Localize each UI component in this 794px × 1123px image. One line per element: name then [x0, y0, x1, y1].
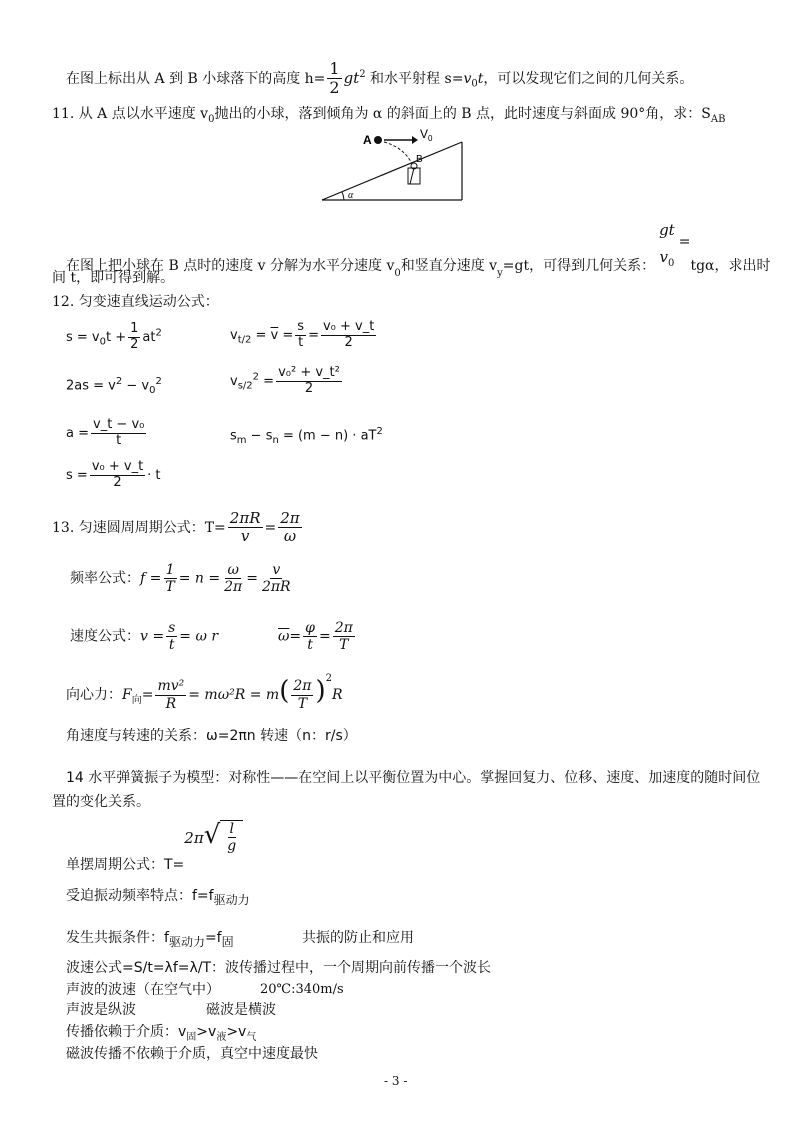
decompose-line: 在图上把小球在 B 点时的速度 v 分解为水平分速度 $v_0$和竖直分速度 $v_y=gt$，可得到几何关系： gt $v_0$ =tgα，求出时 [66, 221, 771, 279]
resonance-condition: 发生共振条件：$f_{驱动力}=f_固$ [66, 930, 234, 949]
label-alpha: α [348, 190, 354, 201]
label-v: V [420, 127, 429, 141]
formula-mid-position-velocity: $v_{s/2}^2$ = $\frac{\text{v₀² + v\_t²}}{2}$ [230, 365, 340, 396]
item-14-line2: 置的变化关系。 [52, 794, 150, 810]
item-14-line1: 14 水平弹簧振子为模型：对称性——在空间上以平衡位置为中心。掌握回复力、位移、速度、加速度的随时间位 [66, 770, 761, 786]
resonance-application: 共振的防止和应用 [302, 930, 414, 946]
height-range-line: 在图上标出从 A 到 B 小球落下的高度 h= $\frac{1}{2}$ $gt^2$ 和水平射程 $s=v_0t$，可以发现它们之间的几何关系。 [66, 59, 694, 98]
velocity-decomposition-box [408, 168, 420, 184]
line1-pre: 在图上标出从 A 到 B 小球落下的高度 h= [66, 70, 326, 87]
half-fraction: $\frac{1}{2}$ [329, 59, 340, 98]
decompose-line-2: 间 t，即可得到解。 [52, 270, 175, 286]
speed-formula: 速度公式：v = $\frac{s}{t}$ = ω r [70, 620, 219, 654]
formula-mid-time-velocity: $v_{t/2} = \overline{v}$ = $\frac{s}{t}$ = $\frac{\text{v₀ + v\_t}}{2}$ [230, 319, 375, 350]
page-number: - 3 - [384, 1074, 408, 1088]
incline-slope [322, 142, 462, 200]
label-v-sub: 0 [428, 134, 433, 143]
sound-speed-value: 20℃:340m/s [260, 982, 344, 997]
gt-over-v0: gt $v_0$ [659, 221, 675, 270]
em-transverse: 磁波是横波 [206, 1002, 276, 1018]
em-wave-propagation: 磁波传播不依赖于介质，真空中速度最快 [66, 1046, 318, 1062]
formula-acceleration: a = $\frac{\text{v\_t − v₀}}{t}$ [66, 417, 145, 448]
formula-velocity-squared: $2as = v^2 - v_0^2$ [66, 376, 162, 396]
velocity-v-line [410, 168, 414, 184]
item-12-title: 12. 匀变速直线运动公式： [52, 294, 219, 310]
incline-figure [320, 126, 465, 204]
formula-successive-difference: $s_m - s_n = (m - n) \cdot aT^2$ [230, 426, 383, 446]
angle-arc [342, 192, 344, 200]
sound-longitudinal: 声波是纵波 [66, 1002, 136, 1018]
frequency-formula: 频率公式：f = $\frac{1}{T}$ = n = $\frac{\omega}{2\pi}$ = $\frac{v}{2\pi R}$ [70, 562, 291, 596]
forced-vibration: 受迫振动频率特点：$f=f_{驱动力}$ [66, 888, 250, 907]
medium-dependence: 传播依赖于介质：$v_固>v_液>v_气$ [66, 1024, 257, 1043]
angular-speed-relation: 角速度与转速的关系：ω=2πn 转速（n：r/s） [66, 728, 357, 744]
centripetal-force-formula: 向心力：$F_向=$ $\frac{\text{mv²}}{R}$ = mω²R = m( $\frac{2\pi}{T}$ )$^2$R [66, 673, 343, 712]
item-13-period: 13. 匀速圆周周期公式：T= $\frac{2\pi R}{v}$ = $\frac{2\pi}{\omega}$ [52, 509, 300, 546]
sound-speed: 声波的波速（在空气中） [66, 982, 220, 998]
formula-displacement: $s = v_0t$ + $\frac{1}{2}$ $at^2$ [66, 321, 162, 352]
angular-velocity-formula: $\overline{\omega}=$ $\frac{\varphi}{t}$ = $\frac{2\pi}{T}$ [278, 620, 353, 654]
pendulum-formula: 单摆周期公式：T=2π √ $\frac{l}{g}$ [66, 826, 243, 860]
ball-a [374, 136, 382, 144]
label-b: B [416, 154, 423, 165]
velocity-arrowhead [412, 136, 418, 144]
square-root: √ $\frac{l}{g}$ [204, 820, 244, 854]
item-11: 11. 从 A 点以水平速度 $v_0$抛出的小球，落到倾角为 α 的斜面上的 B 点，此时速度与斜面成 90°角，求：$S_{AB}$ [52, 106, 726, 125]
wave-speed-formula: 波速公式=S/t=λf=λ/T：波传播过程中，一个周期向前传播一个波长 [66, 960, 492, 976]
formula-average-displacement: s = $\frac{\text{v₀ + v\_t}}{2}$ · t [66, 459, 161, 490]
label-a: A [363, 133, 372, 147]
